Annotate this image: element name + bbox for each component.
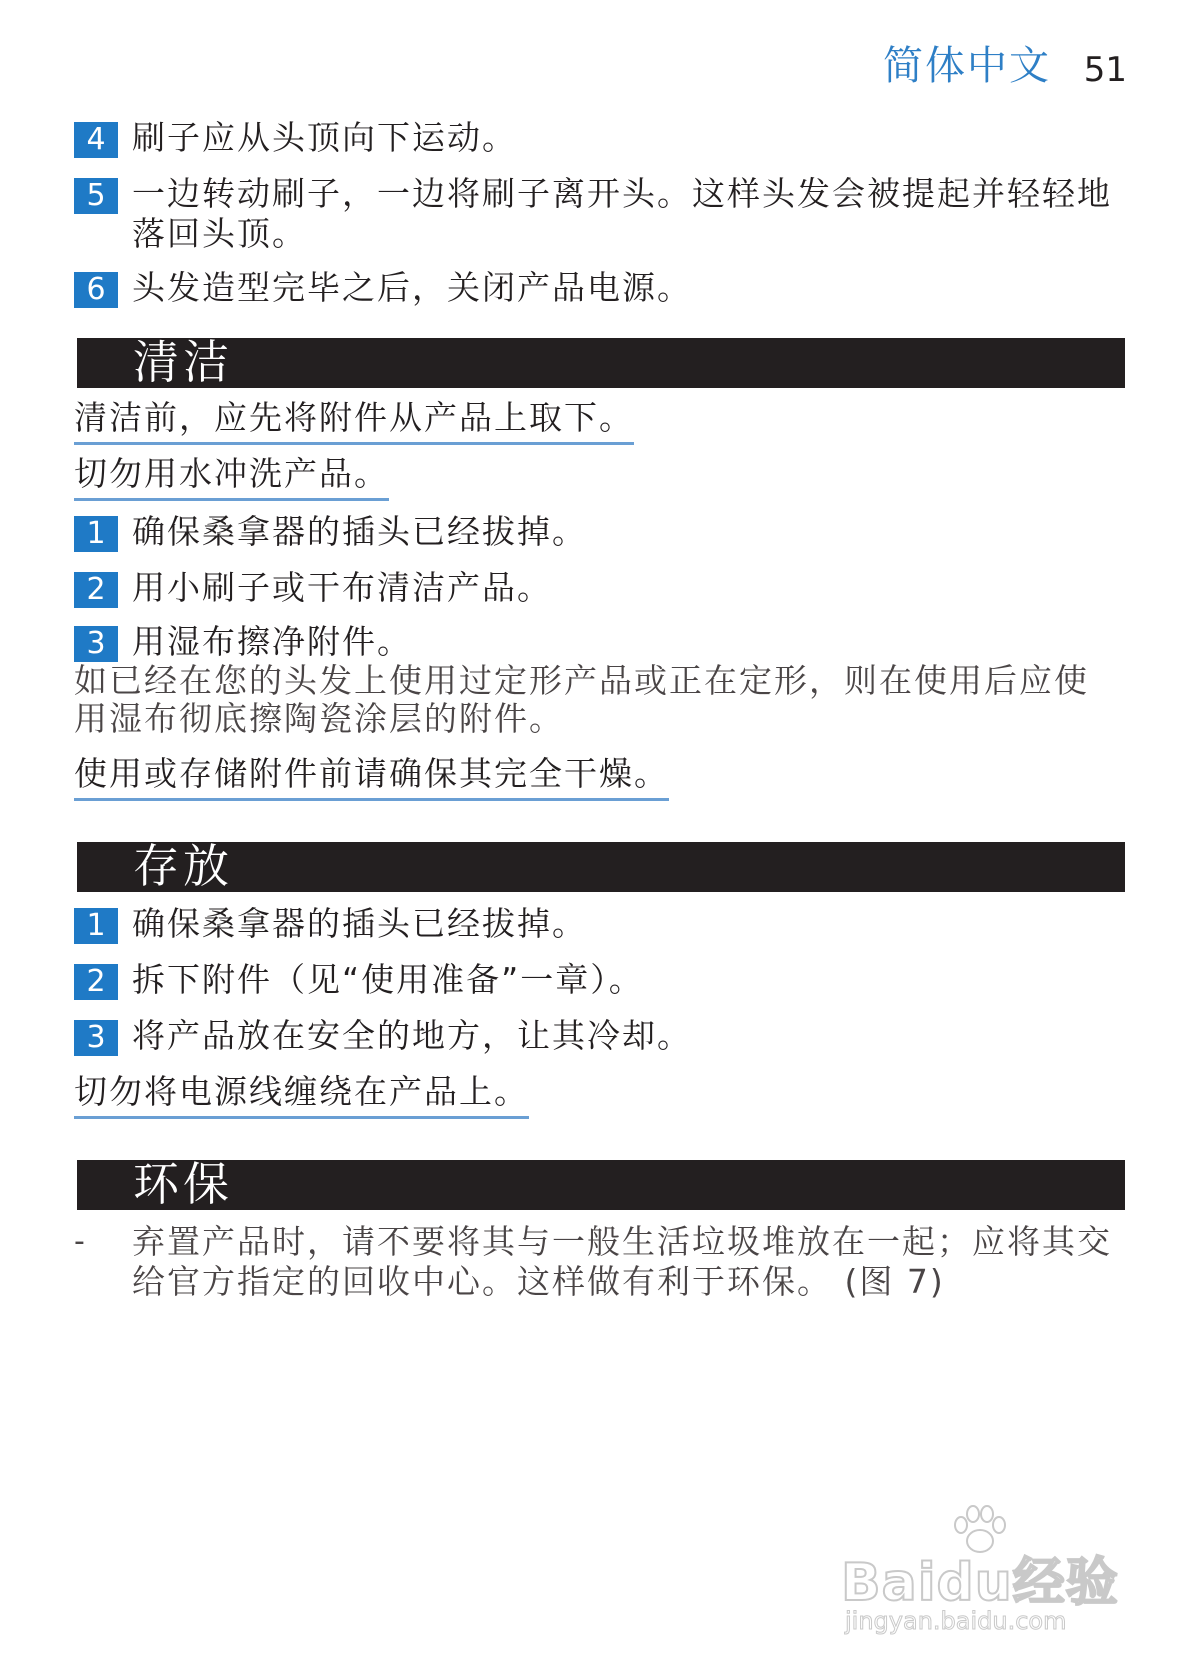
page-number: 51	[1083, 50, 1127, 90]
step-number: 2	[74, 572, 118, 608]
step-6	[74, 268, 1124, 308]
step-4	[74, 118, 1124, 158]
step-text: 头发造型完毕之后，关闭产品电源。	[132, 268, 692, 307]
cleaning-note-dry: 使用或存储附件前请确保其完全干燥。	[74, 754, 669, 801]
step-number: 3	[74, 1020, 118, 1056]
step-text: 用小刷子或干布清洁产品。	[132, 568, 552, 607]
step-text: 用湿布擦净附件。	[132, 622, 412, 661]
step-text: 确保桑拿器的插头已经拔掉。	[132, 512, 587, 551]
step-text: 确保桑拿器的插头已经拔掉。	[132, 904, 587, 943]
section-title: 环保	[133, 1157, 233, 1211]
cleaning-step-3	[74, 622, 1124, 662]
cleaning-paragraph: 如已经在您的头发上使用过定形产品或正在定形，则在使用后应使用湿布彻底擦陶瓷涂层的附件。	[74, 661, 1089, 738]
watermark-logo: Baidu经验	[841, 1553, 1119, 1613]
environment-bullet	[74, 1222, 1124, 1302]
step-text: 刷子应从头顶向下运动。	[132, 118, 517, 157]
storage-step-1	[74, 904, 1124, 944]
section-title: 清洁	[133, 335, 233, 389]
storage-step-3	[74, 1016, 1124, 1056]
step-number: 4	[74, 122, 118, 158]
language-label: 简体中文	[883, 43, 1051, 89]
section-header-storage	[77, 839, 1125, 893]
section-title: 存放	[133, 839, 233, 893]
step-number: 6	[74, 272, 118, 308]
step-number: 1	[74, 908, 118, 944]
cleaning-note-remove-attachments: 清洁前，应先将附件从产品上取下。	[74, 398, 634, 445]
step-number: 5	[74, 178, 118, 214]
step-number: 2	[74, 964, 118, 1000]
storage-note-cord: 切勿将电源线缠绕在产品上。	[74, 1072, 529, 1119]
cleaning-note-no-water: 切勿用水冲洗产品。	[74, 454, 389, 501]
storage-step-2	[74, 960, 1124, 1000]
step-text: 拆下附件（见“使用准备”一章）。	[132, 960, 644, 999]
cleaning-step-2	[74, 568, 1124, 608]
bullet-dash: -	[74, 1224, 85, 1259]
cleaning-step-1	[74, 512, 1124, 552]
section-header-cleaning	[77, 335, 1125, 389]
bullet-text: 弃置产品时，请不要将其与一般生活垃圾堆放在一起；应将其交给官方指定的回收中心。这样做有利于环保。 (图 7)	[132, 1222, 1112, 1301]
step-text: 一边转动刷子，一边将刷子离开头。这样头发会被提起并轻轻地落回头顶。	[132, 174, 1112, 253]
step-5	[74, 174, 1114, 254]
section-header-environment	[77, 1157, 1125, 1211]
step-text: 将产品放在安全的地方，让其冷却。	[132, 1016, 692, 1055]
step-number: 3	[74, 626, 118, 662]
watermark-url: jingyan.baidu.com	[845, 1607, 1067, 1635]
step-number: 1	[74, 516, 118, 552]
baidu-watermark	[831, 1505, 1121, 1635]
